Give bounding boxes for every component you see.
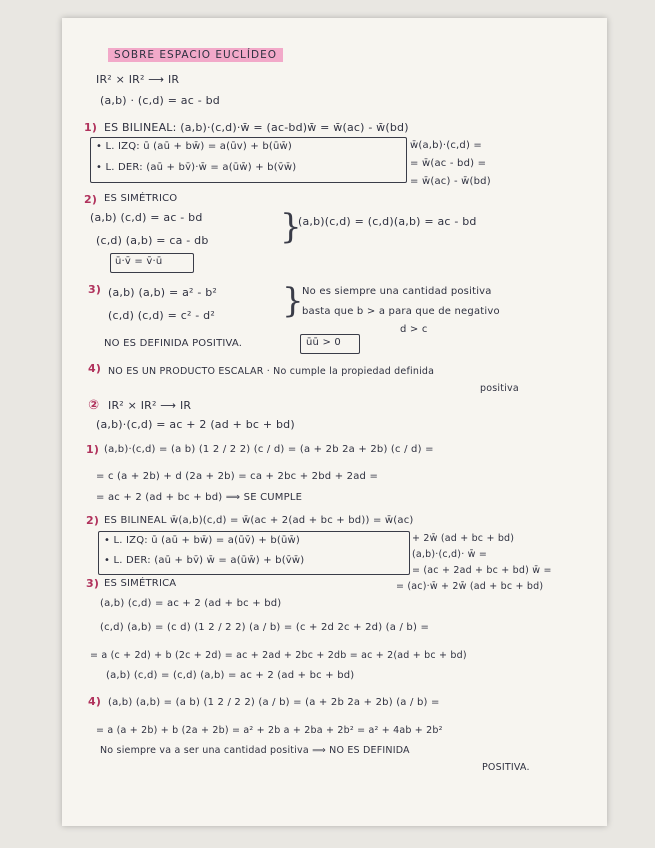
s1-side-line2: = w̄(ac - bd) = bbox=[410, 158, 487, 169]
s1-p4-line-a: NO ES UN PRODUCTO ESCALAR · No cumple la propiedad definida bbox=[108, 366, 435, 377]
s2-q4-line-c: No siempre va a ser una cantidad positiva ⟹ NO ES DEFINIDA bbox=[100, 745, 410, 756]
s2-q3-line-b: (c,d) (a,b) = (c d) (1 2 / 2 2) (a / b) = (c + 2d 2c + 2d) (a / b) = bbox=[100, 622, 430, 633]
s1-p2-heading: ES SIMÉTRICO bbox=[104, 193, 178, 204]
s2-q2-right-linearity: • L. DER: (aū + bv̄) w̄ = a(ūw̄) + b(v̄w̄) bbox=[104, 555, 305, 566]
s1-p2-brace: } bbox=[280, 207, 302, 247]
s1-p3-box-text: ūū > 0 bbox=[306, 337, 341, 348]
s1-p2-result: (a,b)(c,d) = (c,d)(a,b) = ac - bd bbox=[298, 215, 477, 228]
s2-q2-heading: ES BILINEAL w̄(a,b)(c,d) = w̄(ac + 2(ad + bc + bd)) = w̄(ac) bbox=[104, 515, 414, 526]
s1-p2-line-a: (a,b) (c,d) = ac - bd bbox=[90, 211, 203, 224]
s1-p3-note2: basta que b > a para que de negativo bbox=[302, 306, 500, 317]
s2-q1-line-b: = c (a + 2b) + d (2a + 2b) = ca + 2bc + 2bd + 2ad = bbox=[96, 471, 379, 482]
s1-side-line3: = w̄(ac) - w̄(bd) bbox=[410, 176, 491, 187]
s1-p2-box-text: ū·v̄ = v̄·ū bbox=[115, 256, 163, 267]
s2-q4-number: 4) bbox=[88, 695, 102, 708]
s1-p3-line-b: (c,d) (c,d) = c² - d² bbox=[108, 309, 215, 322]
s2-map: IR² × IR² ⟶ IR bbox=[108, 399, 192, 412]
s2-q1-number: 1) bbox=[86, 443, 100, 456]
s2-definition: (a,b)·(c,d) = ac + 2 (ad + bc + bd) bbox=[96, 418, 295, 431]
s1-definition: (a,b) · (c,d) = ac - bd bbox=[100, 94, 220, 107]
s2-q2-side1: + 2w̄ (ad + bc + bd) bbox=[412, 533, 515, 544]
s1-p1-left-linearity: • L. IZQ: ū (aū + bw̄) = a(ūv) + b(ūw̄) bbox=[96, 141, 292, 152]
s2-q1-line-a: (a,b)·(c,d) = (a b) (1 2 / 2 2) (c / d) = (a + 2b 2a + 2b) (c / d) = bbox=[104, 444, 434, 455]
s1-p4-number: 4) bbox=[88, 362, 102, 375]
s1-p2-line-b: (c,d) (a,b) = ca - db bbox=[96, 234, 209, 247]
s2-q1-line-c: = ac + 2 (ad + bc + bd) ⟹ SE CUMPLE bbox=[96, 492, 303, 503]
s1-p3-conclusion: NO ES DEFINIDA POSITIVA. bbox=[104, 338, 243, 349]
s2-q2-side3: = (ac + 2ad + bc + bd) w̄ = bbox=[412, 565, 552, 576]
s2-q3-line-d: (a,b) (c,d) = (c,d) (a,b) = ac + 2 (ad + bc + bd) bbox=[106, 670, 355, 681]
s1-side-line1: w̄(a,b)·(c,d) = bbox=[410, 140, 482, 151]
s2-q2-number: 2) bbox=[86, 514, 100, 527]
s2-q3-heading: ES SIMÉTRICA bbox=[104, 578, 177, 589]
s2-q4-line-a: (a,b) (a,b) = (a b) (1 2 / 2 2) (a / b) = (a + 2b 2a + 2b) (a / b) = bbox=[108, 697, 440, 708]
s1-p1-right-linearity: • L. DER: (aū + bv̄)·w̄ = a(ūw̄) + b(v̄w̄) bbox=[96, 162, 297, 173]
s2-q2-side4: = (ac)·w̄ + 2w̄ (ad + bc + bd) bbox=[396, 581, 544, 592]
s2-q3-line-c: = a (c + 2d) + b (2c + 2d) = ac + 2ad + 2bc + 2db = ac + 2(ad + bc + bd) bbox=[90, 650, 467, 661]
s2-q4-line-d: POSITIVA. bbox=[482, 762, 530, 773]
s1-p3-number: 3) bbox=[88, 283, 102, 296]
s2-q3-line-a: (a,b) (c,d) = ac + 2 (ad + bc + bd) bbox=[100, 598, 282, 609]
s2-number: ② bbox=[88, 398, 100, 413]
s2-q3-number: 3) bbox=[86, 577, 100, 590]
s1-p3-note3: d > c bbox=[400, 324, 428, 335]
s1-p3-note1: No es siempre una cantidad positiva bbox=[302, 286, 492, 297]
s1-p4-line-b: positiva bbox=[480, 383, 519, 394]
page-title: SOBRE ESPACIO EUCLÍDEO bbox=[108, 48, 283, 62]
s1-map: IR² × IR² ⟶ IR bbox=[96, 73, 180, 86]
s2-q2-side2: (a,b)·(c,d)· w̄ = bbox=[412, 549, 487, 560]
s1-p1-heading: ES BILINEAL: (a,b)·(c,d)·w̄ = (ac-bd)w̄ = w̄(ac) - w̄(bd) bbox=[104, 121, 409, 134]
s1-p3-line-a: (a,b) (a,b) = a² - b² bbox=[108, 286, 218, 299]
s1-p3-brace: } bbox=[282, 281, 304, 321]
s2-q2-left-linearity: • L. IZQ: ū (aū + bw̄) = a(ūv̄) + b(ūw̄) bbox=[104, 535, 300, 546]
s2-q4-line-b: = a (a + 2b) + b (2a + 2b) = a² + 2b a + 2ba + 2b² = a² + 4ab + 2b² bbox=[96, 725, 443, 736]
s1-p2-number: 2) bbox=[84, 193, 98, 206]
s1-p1-number: 1) bbox=[84, 121, 98, 134]
